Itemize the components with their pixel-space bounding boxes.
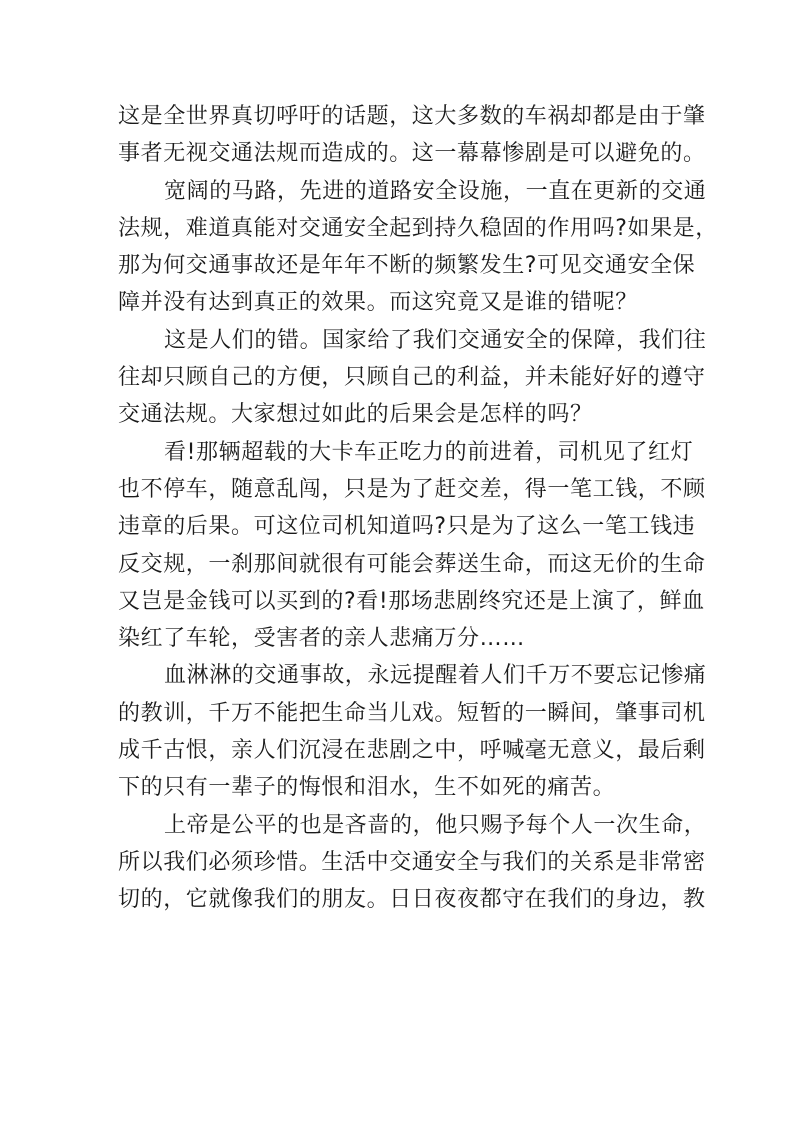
paragraph-first-line: 宽阔的马路，先进的道路安全设施，一直在更新的交通 (164, 178, 707, 204)
text-line: 的教训，千万不能把生命当儿戏。短暂的一瞬间，肇事司机 (118, 700, 706, 726)
text-line: 违章的后果。可这位司机知道吗?只是为了这么一笔工钱违 (118, 514, 696, 540)
text-line: 成千古恨，亲人们沉浸在悲剧之中，呼喊毫无意义，最后剩 (118, 738, 706, 764)
text-line: 又岂是金钱可以买到的?看!那场悲剧终究还是上演了，鲜血 (118, 588, 705, 614)
text-line: 往却只顾自己的方便，只顾自己的利益，并未能好好的遵守 (118, 365, 706, 391)
text-line: 障并没有达到真正的效果。而这究竟又是谁的错呢？ (118, 290, 638, 316)
paragraph-first-line: 这是人们的错。国家给了我们交通安全的保障，我们往 (164, 327, 707, 353)
paragraph-first-line: 血淋淋的交通事故，永远提醒着人们千万不要忘记惨痛 (164, 663, 707, 689)
text-line: 法规，难道真能对交通安全起到持久稳固的作用吗?如果是， (118, 215, 718, 241)
paragraph-first-line: 看!那辆超载的大卡车正吃力的前进着，司机见了红灯 (164, 439, 694, 465)
essay-body (118, 98, 718, 919)
text-line: 也不停车，随意乱闯，只是为了赶交差，得一笔工钱，不顾 (118, 476, 706, 502)
text-line: 染红了车轮，受害者的亲人悲痛万分…… (118, 626, 525, 652)
text-line: 所以我们必须珍惜。生活中交通安全与我们的关系是非常密 (118, 849, 706, 875)
text-line: 下的只有一辈子的悔恨和泪水，生不如死的痛苦。 (118, 775, 616, 801)
text-line: 切的，它就像我们的朋友。日日夜夜都守在我们的身边，教 (118, 887, 706, 913)
text-line: 事者无视交通法规而造成的。这一幕幕惨剧是可以避免的。 (118, 141, 706, 167)
text-line: 这是全世界真切呼吁的话题，这大多数的车祸却都是由于肇 (118, 104, 706, 129)
text-line: 反交规，一刹那间就很有可能会葬送生命，而这无价的生命 (118, 551, 706, 577)
paragraph-first-line: 上帝是公平的也是吝啬的，他只赐予每个人一次生命， (164, 812, 707, 838)
text-line: 交通法规。大家想过如此的后果会是怎样的吗？ (118, 402, 593, 428)
text-line: 那为何交通事故还是年年不断的频繁发生?可见交通安全保 (118, 253, 696, 279)
